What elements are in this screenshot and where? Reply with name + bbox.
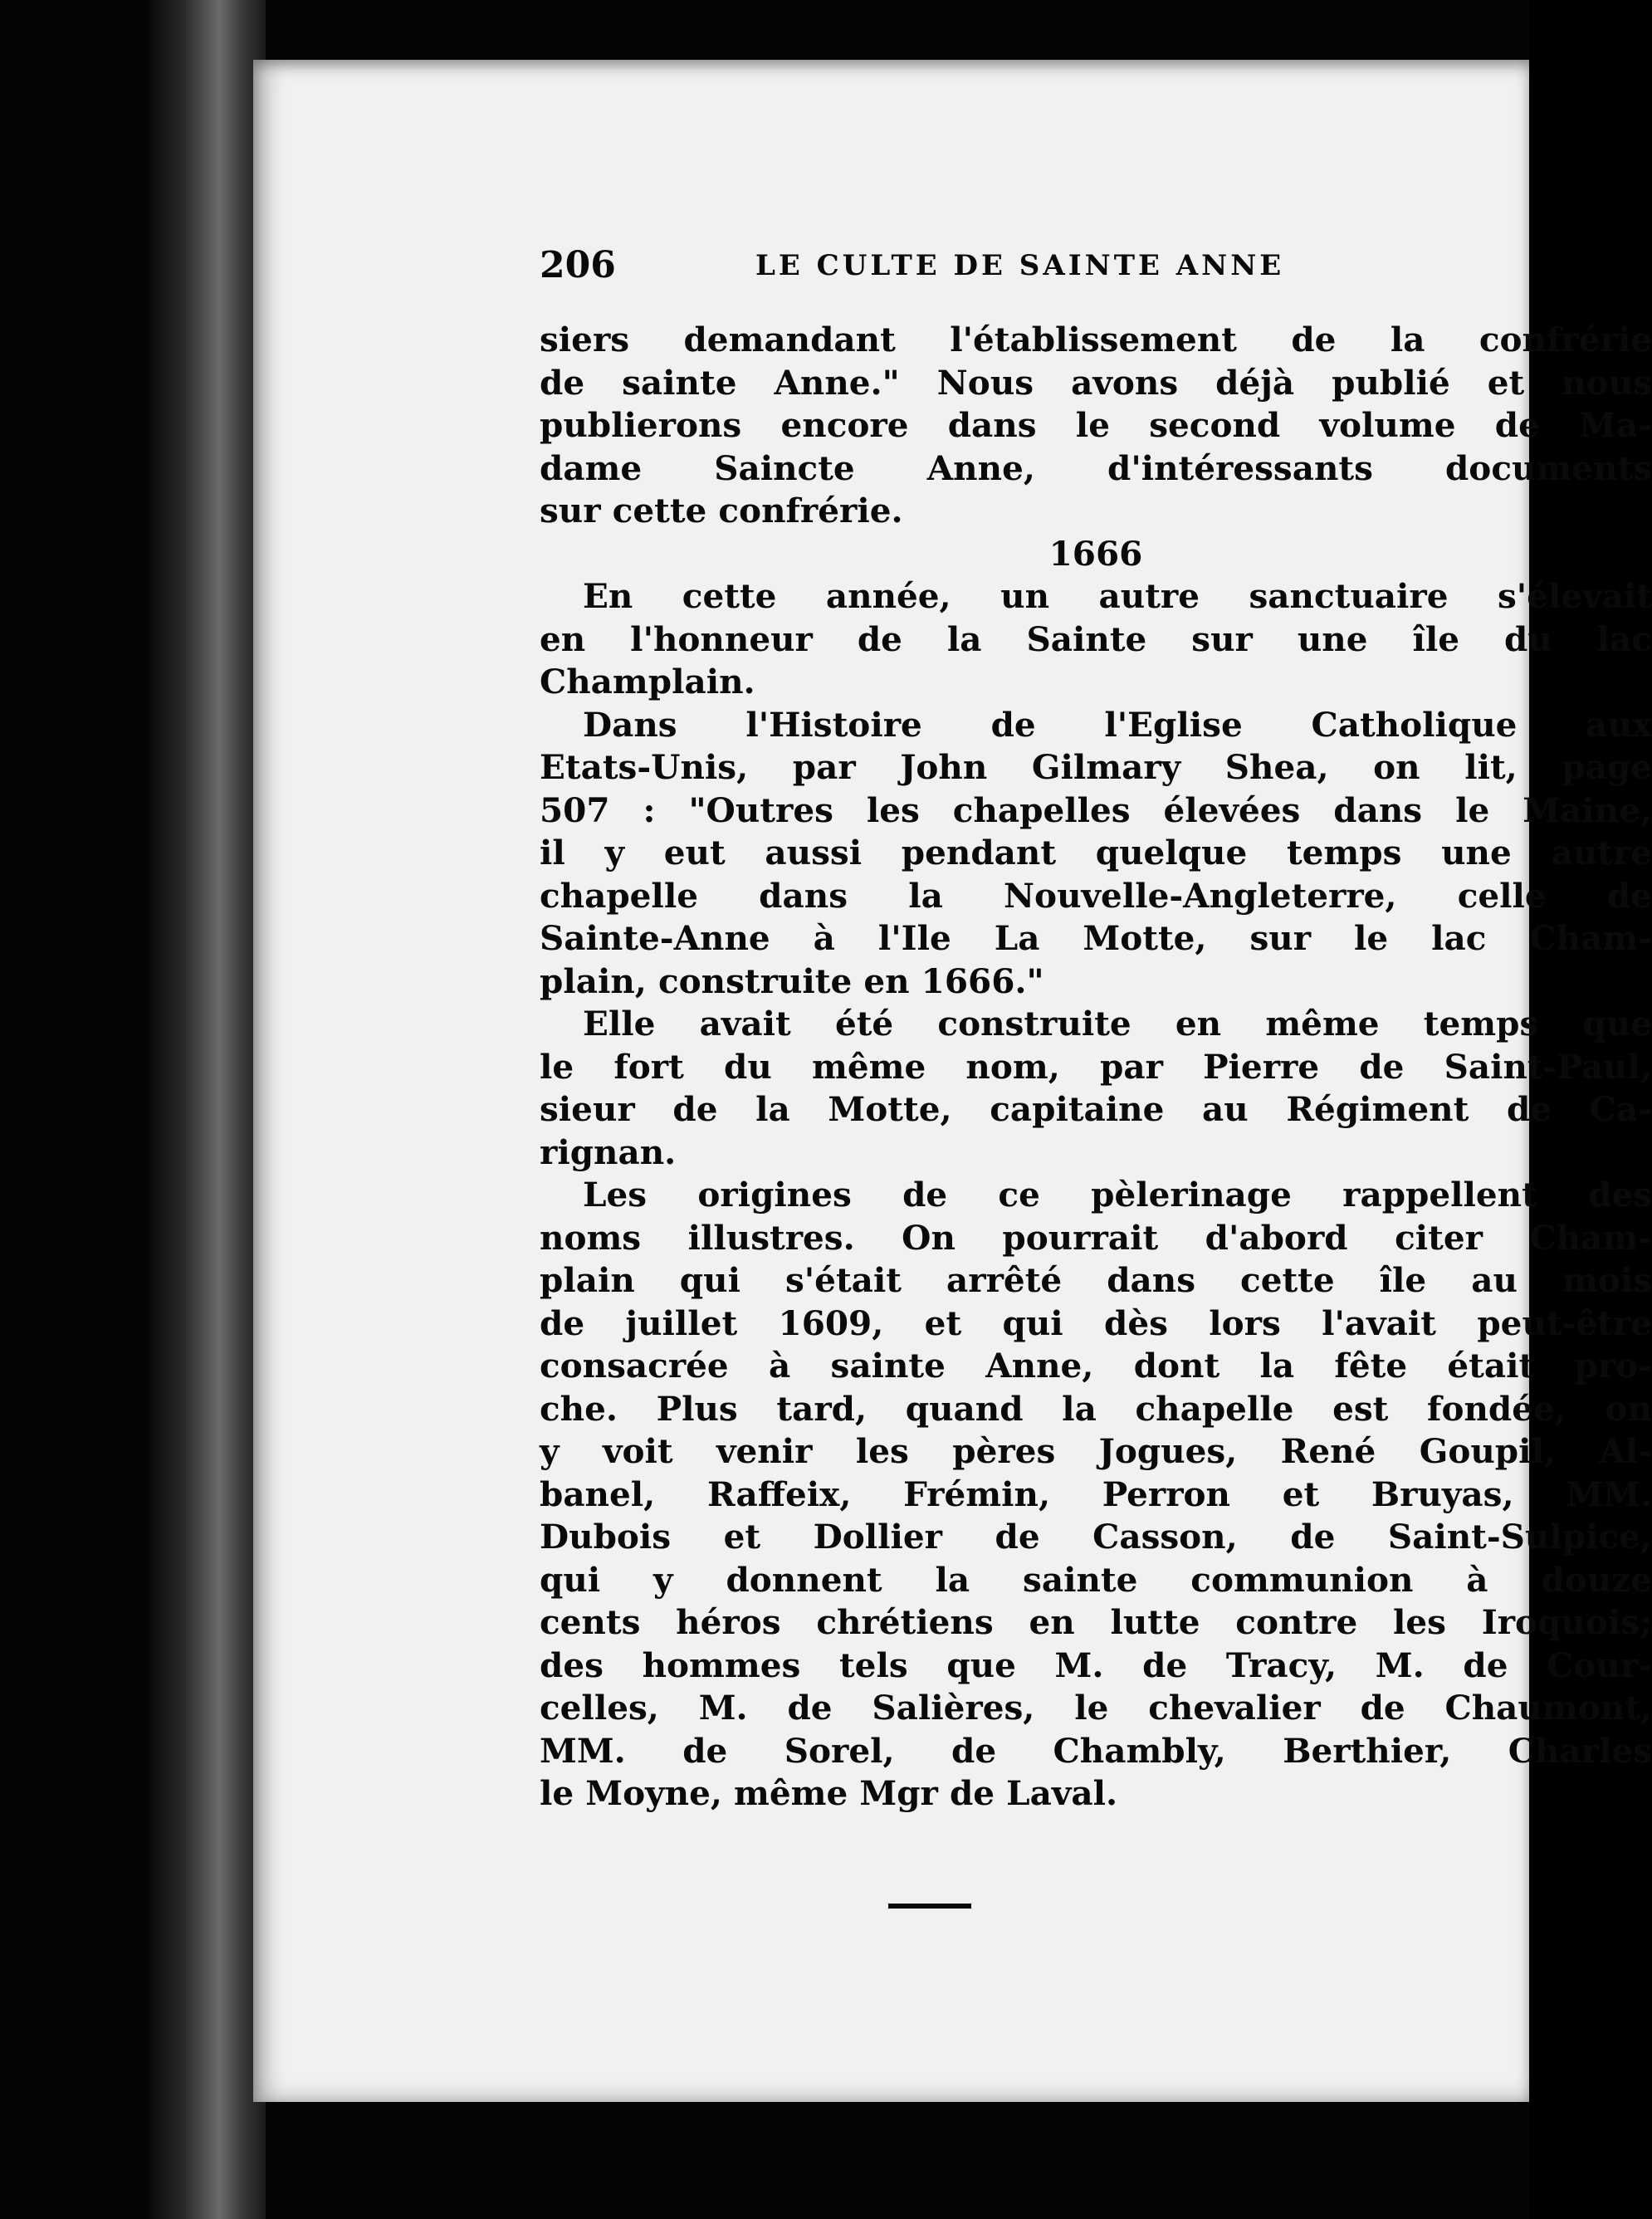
text-line: Dans l'Histoire de l'Eglise Catholique aux xyxy=(583,704,1652,745)
text-line: banel, Raffeix, Frémin, Perron et Bruyas, MM. xyxy=(540,1474,1652,1514)
text-line: le fort du même nom, par Pierre de Saint-Paul, xyxy=(540,1046,1652,1087)
text-line: Champlain. xyxy=(540,662,755,701)
text-line: y voit venir les pères Jogues, René Goupil, Al- xyxy=(540,1431,1652,1471)
text-line: sur cette confrérie. xyxy=(540,491,903,530)
text-line: chapelle dans la Nouvelle-Angleterre, celle de xyxy=(540,875,1652,916)
text-line: plain, construite en 1666." xyxy=(540,960,1044,1001)
text-line: siers demandant l'établissement de la confrérie xyxy=(540,320,1652,359)
text-line: Dubois et Dollier de Casson, de Saint-Sulpice, xyxy=(540,1517,1652,1557)
body-text xyxy=(540,319,1652,1816)
page-header xyxy=(540,244,1652,302)
text-line: en l'honneur de la Sainte sur une île du lac xyxy=(540,618,1652,659)
text-line: sieur de la Motte, capitaine au Régiment de Ca- xyxy=(540,1089,1652,1129)
text-line: des hommes tels que M. de Tracy, M. de Cour- xyxy=(540,1645,1652,1685)
text-line: Elle avait été construite en même temps que xyxy=(583,1004,1652,1044)
text-line: il y eut aussi pendant quelque temps une autre xyxy=(540,833,1652,872)
text-line: Etats-Unis, par John Gilmary Shea, on lit, page xyxy=(540,747,1652,787)
text-line: che. Plus tard, quand la chapelle est fondée, on xyxy=(540,1388,1652,1429)
text-line: 507 : "Outres les chapelles élevées dans le Maine, xyxy=(540,789,1652,830)
page-content xyxy=(540,244,1652,1816)
text-line: rignan. xyxy=(540,1131,677,1172)
text-line: Sainte-Anne à l'Ile La Motte, sur le lac Cham- xyxy=(540,918,1652,958)
text-line: publierons encore dans le second volume de Ma- xyxy=(540,405,1652,445)
text-line: noms illustres. On pourrait d'abord citer Cham- xyxy=(540,1217,1652,1258)
book-page xyxy=(253,60,1652,2102)
text-line: dame Saincte Anne, d'intéressants documents xyxy=(540,447,1652,488)
text-line: consacrée à sainte Anne, dont la fête était pro- xyxy=(540,1346,1652,1386)
text-line: Les origines de ce pèlerinage rappellent des xyxy=(583,1175,1652,1215)
text-line: de sainte Anne." Nous avons déjà publié et nous xyxy=(540,362,1652,403)
text-line: qui y donnent la sainte communion à douze xyxy=(540,1559,1652,1600)
book-binding-edge xyxy=(149,0,266,2219)
end-rule xyxy=(888,1904,971,1909)
text-line: de juillet 1609, et qui dès lors l'avait peut-être xyxy=(540,1303,1652,1343)
text-line: plain qui s'était arrêté dans cette île au mois xyxy=(540,1260,1652,1300)
text-line: En cette année, un autre sanctuaire s'élevait xyxy=(583,576,1652,616)
section-year-heading: 1666 xyxy=(1048,533,1143,574)
text-line: celles, M. de Salières, le chevalier de Chaumont, xyxy=(540,1688,1652,1728)
text-line: MM. de Sorel, de Chambly, Berthier, Charles xyxy=(540,1730,1652,1771)
running-head: LE CULTE DE SAINTE ANNE xyxy=(755,249,1285,282)
text-line: cents héros chrétiens en lutte contre les Iroquois; xyxy=(540,1602,1652,1642)
text-line: le Moyne, même Mgr de Laval. xyxy=(540,1773,1118,1813)
page-number: 206 xyxy=(540,244,616,286)
